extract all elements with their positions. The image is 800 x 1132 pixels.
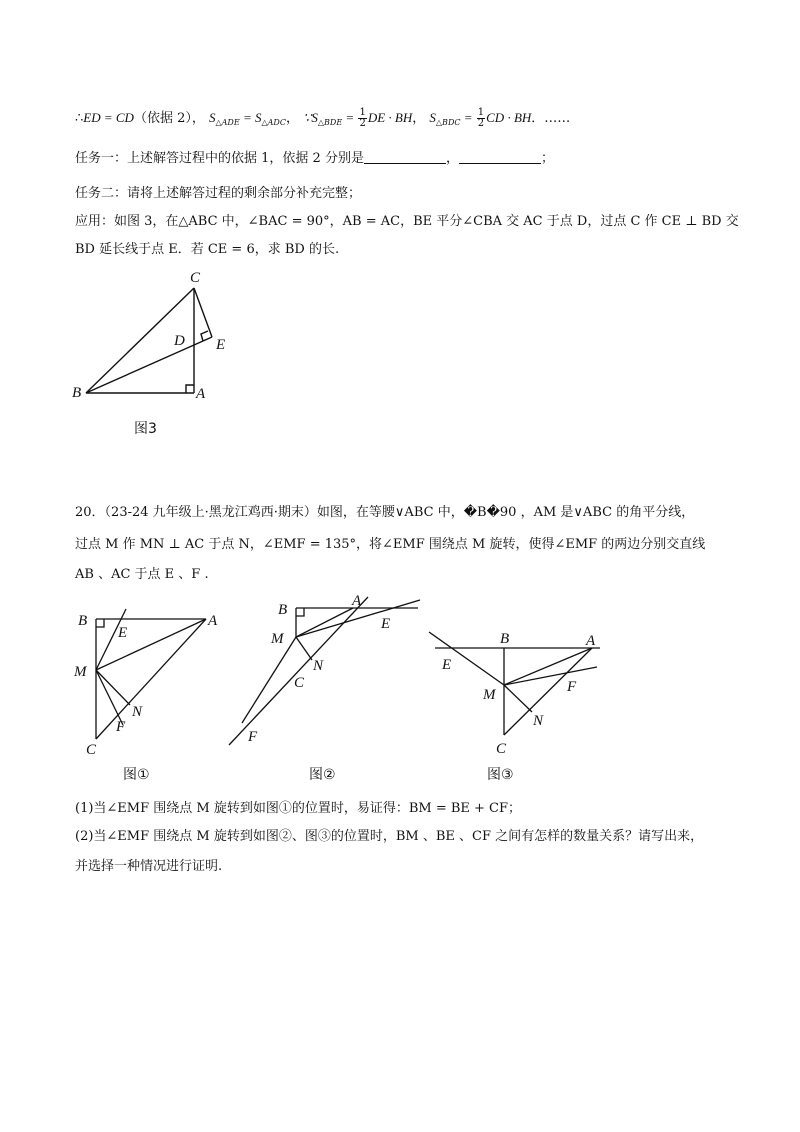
- task1-sep: ，: [445, 151, 459, 166]
- fig3b-caption: 图③: [487, 767, 514, 783]
- cd-bh: CD · BH: [486, 110, 532, 125]
- q20-line-2: 过点 M 作 MN ⊥ AC 于点 N，∠EMF = 135°，将∠EMF 围绕点 M 旋转，使得∠EMF 的两边分别交直线: [75, 537, 706, 552]
- apply-line-1: 应用：如图 3，在△ABC 中，∠BAC = 90°，AB = AC，BE 平分∠CBA 交 AC 于点 D，过点 C 作 CE ⊥ BD 交: [75, 214, 739, 229]
- equals: =: [342, 110, 358, 125]
- fig3b-label-B: B: [500, 631, 510, 647]
- q20-line-1: 20．（23-24 九年级上·黑龙江鸡西·期末）如图，在等腰∨ABC 中，�B�90 ，AM 是∨ABC 的角平分线，: [75, 505, 695, 520]
- fig3b-label-N: N: [533, 713, 544, 729]
- figures-1-2-3-diagram: [0, 595, 800, 755]
- because-area: ∵S: [303, 110, 318, 125]
- fig3-label-B: B: [72, 385, 82, 401]
- area-sub-bde: △BDE: [317, 118, 343, 127]
- fig3-caption: 图3: [134, 421, 157, 437]
- basis2-text: （依据 2），: [133, 111, 205, 126]
- area-sub-bdc: △BDC: [435, 118, 461, 127]
- area-sub-adc: △ADC: [261, 118, 286, 127]
- subq2-line-1: (2)当∠EMF 围绕点 M 旋转到如图②、图③的位置时，BM 、BE 、CF 之间有怎样的数量关系？请写出来，: [75, 829, 704, 844]
- fig3b-label-E: E: [442, 657, 452, 673]
- fig3-label-D: D: [174, 333, 185, 349]
- fraction-numerator: 1: [359, 107, 366, 118]
- ellipsis: ．……: [531, 111, 571, 126]
- task1-line: [75, 150, 554, 168]
- equals: =: [460, 110, 476, 125]
- fig3b-label-F: F: [567, 679, 577, 695]
- fig2-label-C: C: [294, 675, 305, 691]
- fig1-label-C: C: [86, 742, 97, 755]
- ed-cd-equation: ED = CD: [83, 110, 134, 125]
- answer-blank-2[interactable]: [459, 151, 541, 164]
- fig2-label-F: F: [248, 729, 258, 745]
- task1-text: 任务一：上述解答过程中的依据 1，依据 2 分别是: [75, 151, 364, 166]
- fig1-label-M: M: [74, 664, 87, 680]
- area-symbol: S: [209, 110, 216, 125]
- task1-end: ；: [540, 151, 554, 166]
- fig1-label-F: F: [116, 719, 126, 735]
- fraction-denominator: 2: [477, 118, 485, 129]
- fraction-half: [477, 108, 485, 129]
- answer-blank-1[interactable]: [364, 151, 446, 164]
- fig2-label-B: B: [278, 602, 288, 618]
- fig2-label-E: E: [381, 616, 391, 632]
- subq2-line-2: 并选择一种情况进行证明.: [75, 859, 223, 874]
- proof-formula-line: [75, 108, 570, 132]
- fig2-label-A: A: [352, 595, 362, 609]
- equals-area: = S: [239, 110, 262, 125]
- fraction-half: [358, 108, 366, 129]
- fig1-label-B: B: [78, 613, 88, 629]
- fig2-caption: 图②: [309, 767, 336, 783]
- area-symbol: S: [429, 110, 436, 125]
- comma: ，: [285, 111, 299, 126]
- fig3-label-C: C: [190, 270, 201, 286]
- apply-line-2: BD 延长线于点 E．若 CE = 6，求 BD 的长.: [75, 242, 340, 257]
- area-sub-ade: △ADE: [215, 118, 240, 127]
- q20-line-3: AB 、AC 于点 E 、F .: [75, 567, 209, 582]
- fig1-caption: 图①: [123, 767, 150, 783]
- fraction-denominator: 2: [359, 118, 366, 129]
- comma: ，: [412, 111, 426, 126]
- fig3b-label-M: M: [483, 687, 496, 703]
- subq1-line: (1)当∠EMF 围绕点 M 旋转到如图①的位置时，易证得：BM = BE + CF；: [75, 801, 522, 816]
- figure-3-diagram: [0, 265, 800, 425]
- fraction-numerator: 1: [477, 107, 485, 118]
- therefore-symbol: ∴: [75, 111, 84, 126]
- fig3-label-A: A: [196, 386, 206, 402]
- fig3b-label-A: A: [586, 633, 596, 649]
- fig1-label-A: A: [208, 613, 218, 629]
- fig2-label-M: M: [271, 631, 284, 647]
- de-bh: DE · BH: [367, 110, 413, 125]
- fig3-label-E: E: [216, 337, 226, 353]
- fig1-label-E: E: [118, 625, 128, 641]
- fig2-label-N: N: [313, 658, 324, 674]
- task2-line: 任务二：请将上述解答过程的剩余部分补充完整；: [75, 186, 362, 201]
- fig1-label-N: N: [132, 704, 143, 720]
- fig3b-label-C: C: [496, 741, 507, 755]
